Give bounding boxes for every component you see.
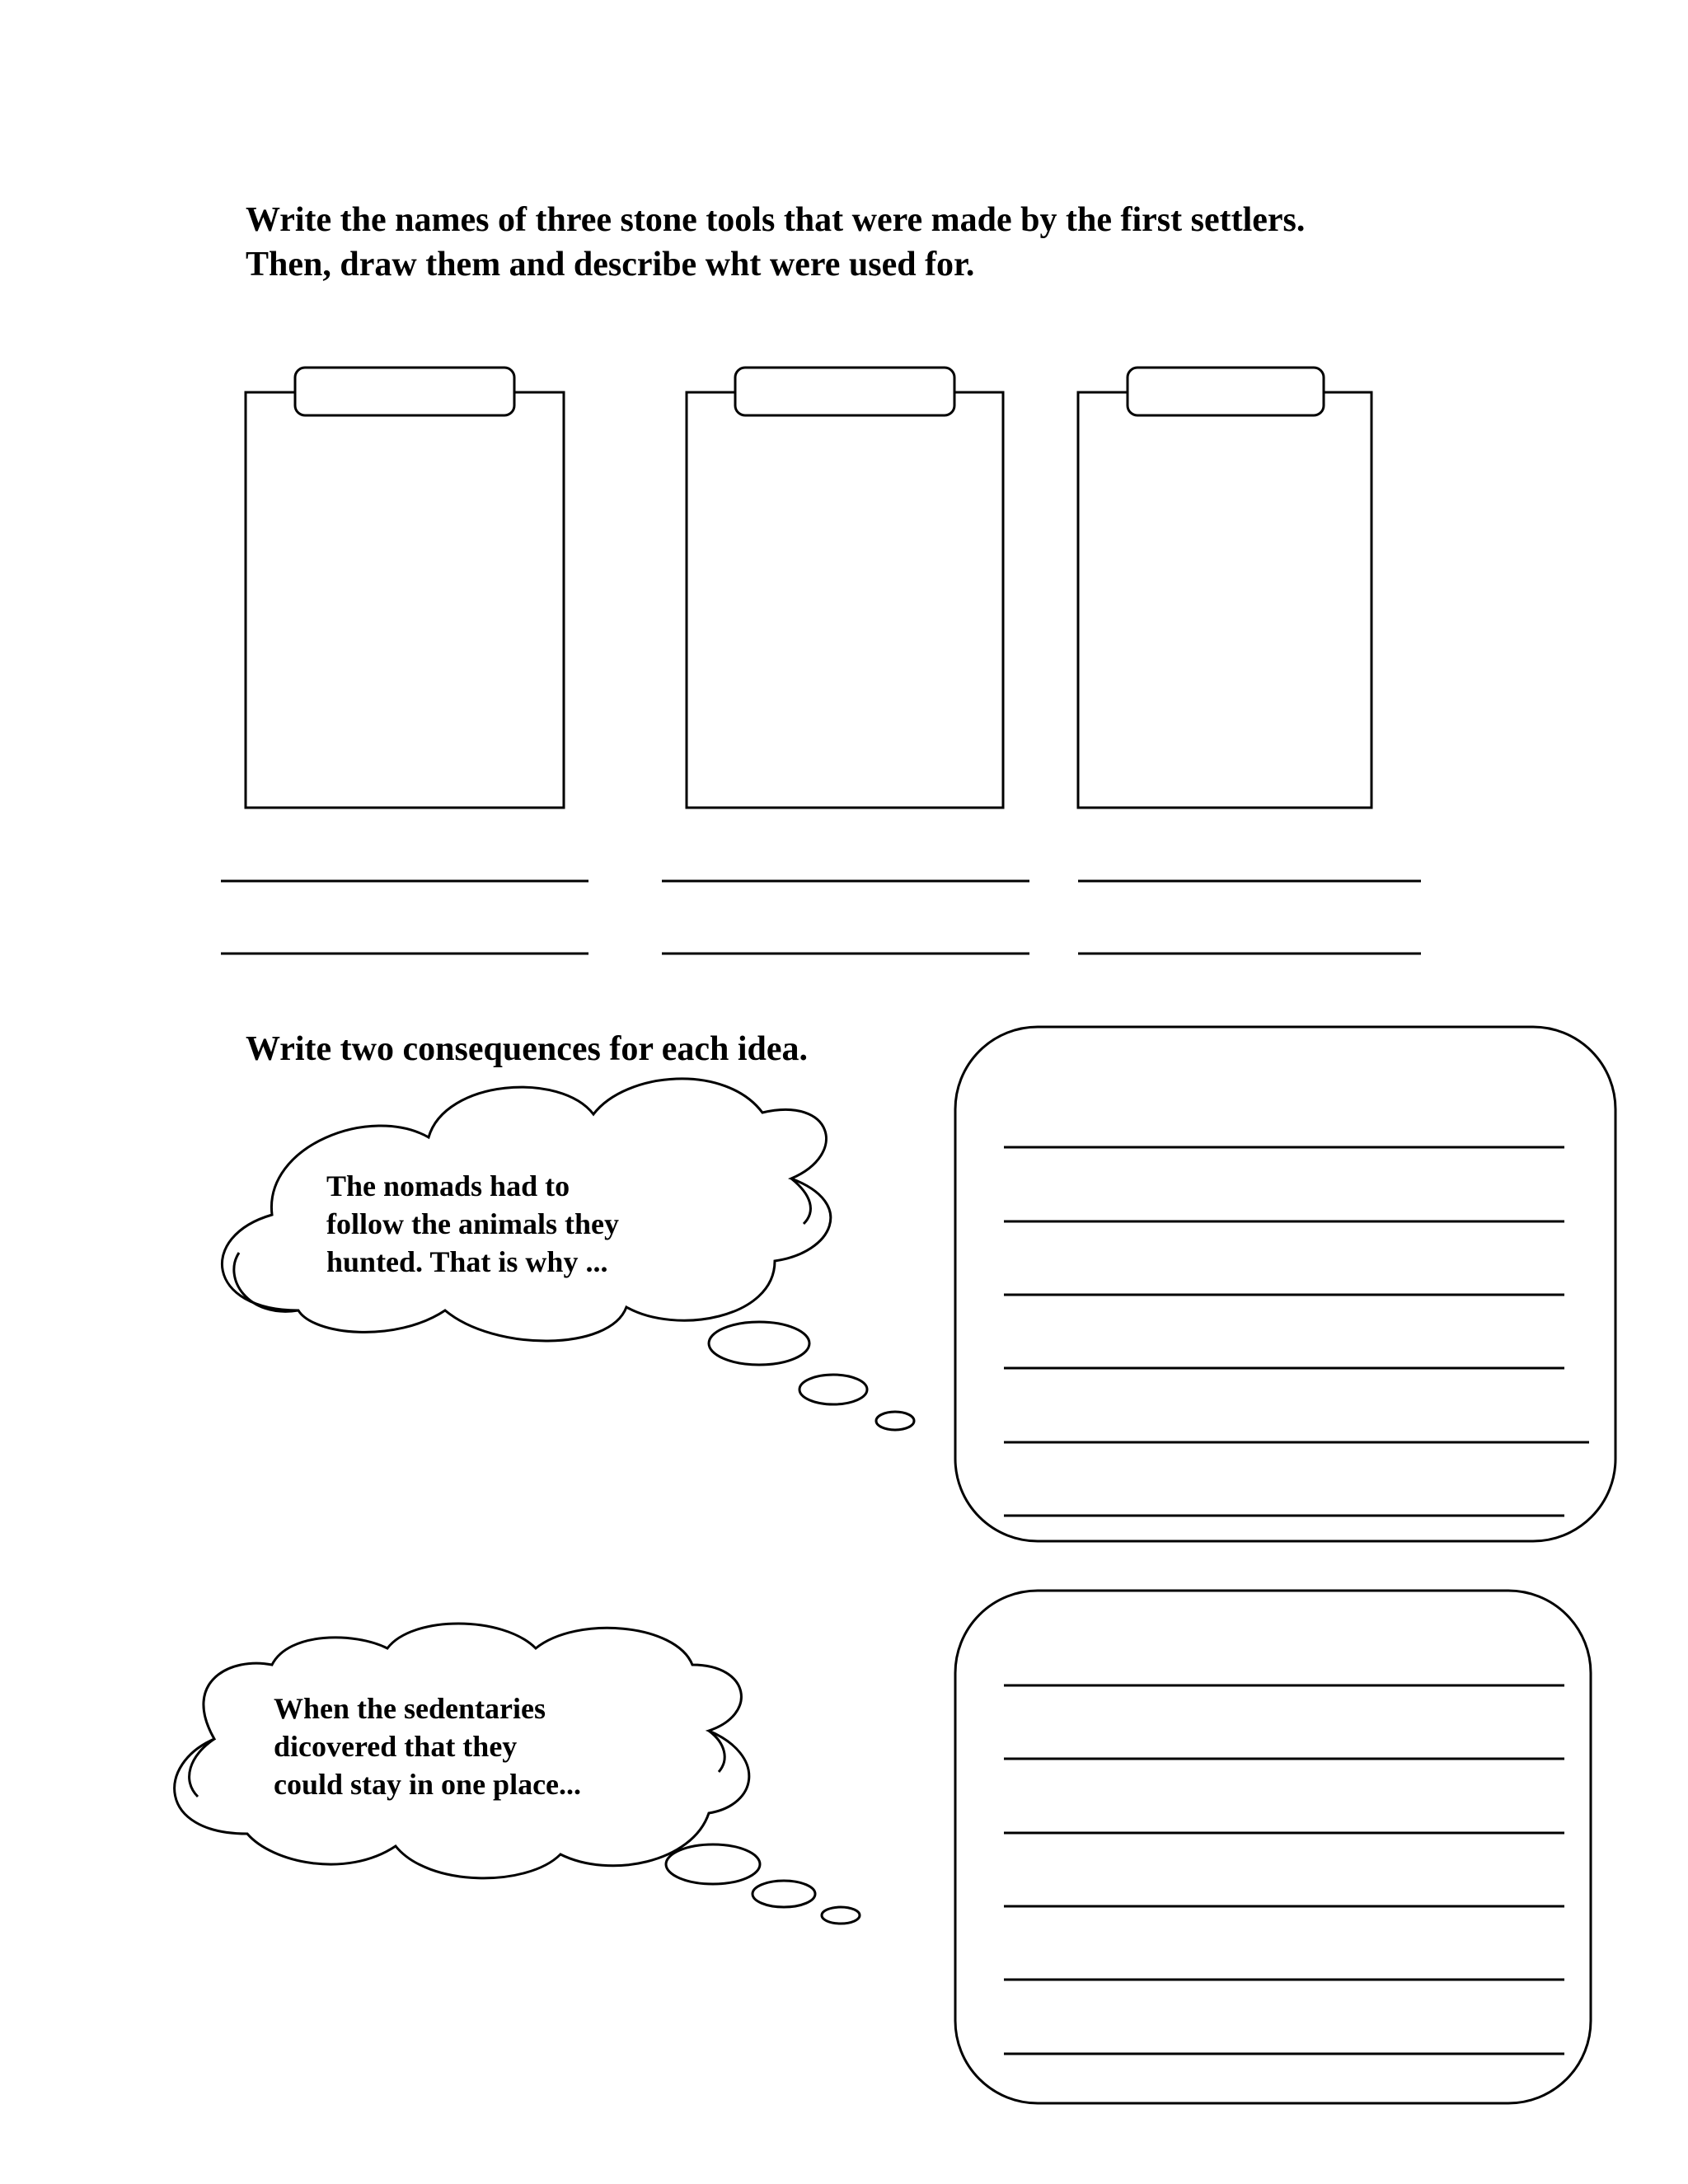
instruction-line-1: Write the names of three stone tools that were made by the first settlers. (246, 201, 1306, 239)
tool-answer-lines (221, 881, 1421, 954)
thought-bubble (753, 1881, 815, 1907)
tools-instruction (246, 198, 1564, 287)
label-tab (735, 368, 954, 415)
prompt-line: When the sedentaries (274, 1692, 546, 1725)
thought-bubble (822, 1907, 860, 1924)
thought-bubble (666, 1844, 760, 1884)
drawing-box[interactable] (246, 392, 564, 808)
cloud-prompt-1 (326, 1167, 619, 1281)
answer-box-frame (955, 1027, 1615, 1541)
consequences-instruction: Write two consequences for each idea. (246, 1030, 809, 1068)
answer-box-1 (955, 1027, 1615, 1541)
drawing-box[interactable] (1078, 392, 1372, 808)
prompt-line: could stay in one place... (274, 1768, 582, 1801)
prompt-line: follow the animals they (326, 1207, 619, 1240)
thought-bubble (876, 1412, 914, 1430)
drawing-box[interactable] (687, 392, 1003, 808)
answer-box-frame (955, 1591, 1591, 2103)
thought-bubble (709, 1322, 809, 1365)
cloud-prompt-2 (274, 1690, 581, 1803)
tool-frame-3 (1078, 368, 1372, 808)
prompt-line: The nomads had to (326, 1169, 570, 1202)
prompt-line: hunted. That is why ... (326, 1245, 608, 1278)
label-tab (1128, 368, 1324, 415)
answer-box-2 (955, 1591, 1591, 2103)
tool-frame-1 (246, 368, 564, 808)
label-tab (295, 368, 514, 415)
prompt-line: dicovered that they (274, 1730, 518, 1763)
thought-bubble (799, 1375, 867, 1404)
tool-frame-2 (687, 368, 1003, 808)
instruction-line-2: Then, draw them and describe wht were used for. (246, 246, 975, 284)
